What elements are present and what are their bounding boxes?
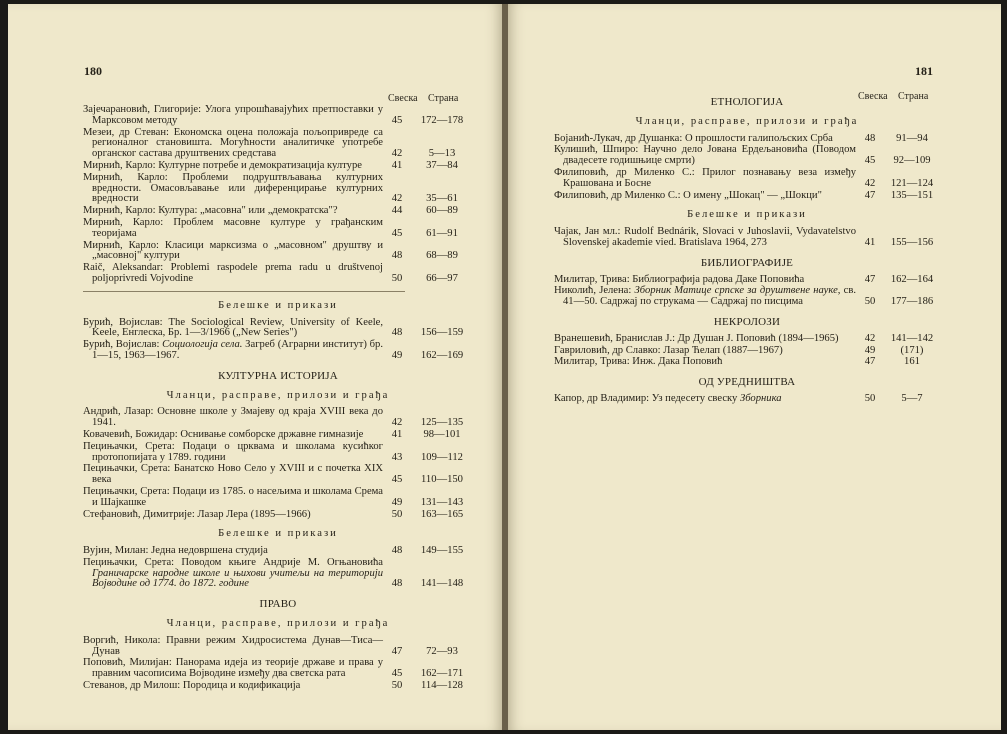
entry-volume: 44 — [391, 205, 403, 217]
entry-pages: 156—159 — [420, 327, 464, 339]
entry-pages: 121—124 — [890, 177, 934, 189]
entry-volume: 50 — [391, 508, 403, 520]
entry-pages: 131—143 — [420, 496, 464, 508]
entry-text: Бурић, Војислав: Социологија села. Загреб (Аграрни институт) бр. 1—15, 1963—1967. — [83, 339, 383, 361]
entry-pages: 162—169 — [420, 349, 464, 361]
index-entry — [554, 334, 940, 345]
entry-pages: 98—101 — [423, 428, 461, 440]
entry-text: Пецињачки, Срета: Подаци о црквама и школама кусићког протопопијата у 1789. години — [83, 440, 383, 463]
entry-pages: 66—97 — [426, 272, 458, 284]
entry-volume: 41 — [391, 428, 403, 440]
divider — [83, 291, 405, 292]
index-entry — [83, 487, 473, 509]
index-entry — [554, 286, 940, 308]
index-entry — [554, 134, 940, 145]
entry-pages: 114—128 — [421, 680, 463, 692]
left-content — [83, 105, 473, 693]
page-number: 180 — [84, 64, 102, 78]
index-entry — [83, 128, 473, 160]
subsection-heading: Белешке и прикази — [687, 209, 807, 221]
header-strana: Страна — [898, 91, 929, 102]
index-entry — [83, 407, 473, 429]
entry-pages: 141—148 — [420, 578, 464, 590]
index-entry — [83, 510, 473, 521]
section-heading: НЕКРОЛОЗИ — [713, 315, 781, 328]
left-page — [8, 4, 502, 730]
entry-volume: 50 — [864, 392, 876, 404]
entry-volume: 42 — [391, 193, 403, 205]
entry-volume: 47 — [391, 645, 403, 657]
entry-pages: 68—89 — [426, 250, 458, 262]
entry-pages: 109—112 — [421, 451, 463, 463]
index-entry — [554, 346, 940, 357]
subsection-heading: Белешке и прикази — [218, 299, 338, 311]
index-entry — [83, 218, 473, 240]
entry-pages: 5—7 — [901, 392, 923, 404]
subsection-heading: Белешке и прикази — [218, 528, 338, 540]
entry-text: Милитар, Трива: Инж. Дака Поповић — [554, 356, 723, 368]
index-entry — [83, 105, 473, 127]
entry-text: Raič, Aleksandar: Problemi raspodele prema radu u društvenoj poljoprivredi Vojvodine — [83, 262, 383, 284]
entry-pages: 162—171 — [420, 668, 464, 680]
entry-volume: 45 — [391, 668, 403, 680]
entry-pages: 37—84 — [426, 159, 458, 171]
entry-text: Мезеи, др Стеван: Економска оцена положаја пољопривреде са регионалног становишта. Могућности аналитичке употребе органског састава друштвених средстава — [83, 126, 383, 160]
entry-text: Стефановић, Димитрије: Лазар Лера (1895—1966) — [83, 508, 311, 520]
entry-pages: 149—155 — [420, 545, 464, 557]
index-entry — [83, 173, 473, 205]
index-entry — [554, 191, 940, 202]
index-entry — [554, 275, 940, 286]
entry-volume: 49 — [864, 344, 876, 356]
entry-text: Николић, Јелена: Зборник Матице српске за друштвене науке, св. 41—50. Садржај по струкама — Садржај по писцима — [554, 285, 856, 308]
index-entry — [83, 430, 473, 441]
entry-pages: 172—178 — [420, 114, 464, 126]
entry-volume: 45 — [864, 155, 876, 167]
entry-text: Воргић, Никола: Правни режим Хидросистема Дунав—Тиса—Дунав — [83, 634, 383, 657]
right-content — [554, 97, 940, 406]
entry-volume: 47 — [864, 189, 876, 201]
entry-volume: 48 — [391, 578, 403, 590]
section-heading: БИБЛИОГРАФИЈЕ — [700, 256, 794, 269]
index-entry — [83, 681, 473, 692]
entry-volume: 45 — [391, 114, 403, 126]
entry-pages: 72—93 — [426, 645, 458, 657]
entry-text: Гавриловић, др Славко: Лазар Ћелап (1887—1967) — [554, 344, 783, 356]
index-entry — [554, 227, 940, 249]
section-heading: ПРАВО — [259, 598, 297, 611]
entry-volume: 50 — [391, 272, 403, 284]
entry-pages: 91—94 — [896, 132, 928, 144]
subsection-heading: Чланци, расправе, прилози и грађа — [166, 389, 390, 401]
entry-volume: 42 — [391, 417, 403, 429]
entry-volume: 41 — [391, 159, 403, 171]
entry-volume: 48 — [391, 545, 403, 557]
entry-text: Милитар, Трива: Библиографија радова Даке Поповића — [554, 273, 805, 285]
entry-pages: 110—150 — [421, 474, 463, 486]
entry-volume: 47 — [864, 273, 876, 285]
entry-volume: 49 — [391, 349, 403, 361]
column-headers — [388, 93, 458, 105]
entry-volume: 42 — [864, 177, 876, 189]
header-sveska: Свеска — [858, 91, 888, 102]
entry-text: Стеванов, др Милош: Породица и кодификација — [83, 680, 301, 692]
index-entry — [554, 145, 940, 167]
entry-volume: 49 — [391, 496, 403, 508]
entry-volume: 48 — [391, 250, 403, 262]
entry-text: Зајечарановић, Глигорије: Улога упрошћавајућих претпоставки у Марксовом методу — [83, 104, 383, 126]
entry-text: Пецињачки, Срета: Подаци из 1785. о насељима и школама Срема и Шајкашке — [83, 485, 383, 508]
entry-text: Поповић, Милијан: Панорама идеја из теорије државе и права у правним часописима Војводине између два светска рата — [83, 657, 383, 680]
entry-text: Бурић, Војислав: The Sociological Review, University of Keele, Keele, Енглеска, Бр. 1—3/1966 („New Series") — [83, 316, 383, 339]
entry-text: Андрић, Лазар: Основне школе у Змајеву од краја XVIII века до 1941. — [83, 406, 383, 429]
entry-volume: 42 — [391, 148, 403, 160]
index-entry — [83, 558, 473, 590]
index-entry — [83, 263, 473, 285]
entry-volume: 48 — [391, 327, 403, 339]
entry-text: Мирнић, Карло: Проблеми подруштвљавања културних вредности. Омасовљавање или диференцирање културних вредности — [83, 171, 383, 205]
entry-text: Вранешевић, Бранислав J.: Др Душан Ј. Поповић (1894—1965) — [554, 332, 839, 344]
entry-pages: 155—156 — [890, 236, 934, 248]
header-strana: Страна — [428, 93, 459, 104]
entry-volume: 43 — [391, 451, 403, 463]
entry-text: Мирнић, Карло: Класици марксизма о „масовном" друштву и „масовној" култури — [83, 239, 383, 262]
entry-pages: 5—13 — [428, 148, 456, 160]
index-entry — [83, 241, 473, 263]
entry-text: Чајак, Јан мл.: Rudolf Bednárik, Slovaci v Juhoslavii, Vydavatelstvo Slovenskej akademie vied. Bratislava 1964, 273 — [554, 226, 856, 248]
entry-volume: 50 — [864, 296, 876, 308]
entry-pages: 162—164 — [890, 273, 934, 285]
index-entry — [83, 464, 473, 486]
section-heading: ЕТНОЛОГИЈА — [710, 96, 784, 108]
index-entry — [83, 206, 473, 217]
index-entry — [83, 636, 473, 658]
index-entry — [554, 357, 940, 368]
entry-pages: 177—186 — [890, 296, 934, 308]
index-entry — [554, 394, 940, 405]
entry-text: Бојанић-Лукач, др Душанка: О прошлости галипољских Срба — [554, 132, 833, 144]
entry-text: Капор, др Владимир: Уз педесету свеску Зборника — [554, 392, 782, 404]
header-sveska: Свеска — [388, 93, 418, 104]
entry-volume: 45 — [391, 227, 403, 239]
index-entry — [83, 161, 473, 172]
entry-text: Пецињачки, Срета: Поводом књиге Андрије М. Огњановића Граничарске народне школе и њихови учитељи на територији Војводине од 1774. до 1872. године — [83, 556, 383, 590]
entry-text: Мирнић, Карло: Култура: „масовна" или „демократска"? — [83, 205, 338, 217]
entry-text: Мирнић, Карло: Културне потребе и демократизација културе — [83, 159, 362, 171]
subsection-heading: Чланци, расправе, прилози и грађа — [166, 618, 390, 630]
entry-volume: 48 — [864, 132, 876, 144]
entry-text: Ковачевић, Божидар: Оснивање сомборске државне гимназије — [83, 428, 364, 440]
entry-volume: 50 — [391, 680, 403, 692]
entry-volume: 45 — [391, 474, 403, 486]
index-entry — [83, 658, 473, 680]
entry-pages: 35—61 — [426, 193, 458, 205]
entry-pages: 141—142 — [890, 332, 934, 344]
section-heading: КУЛТУРНА ИСТОРИЈА — [218, 369, 338, 382]
entry-pages: 92—109 — [893, 155, 931, 167]
entry-pages: 135—151 — [890, 189, 934, 201]
entry-text: Пецињачки, Срета: Банатско Ново Село у XVIII и с почетка XIX века — [83, 463, 383, 486]
entry-pages: 61—91 — [426, 227, 458, 239]
index-entry — [83, 442, 473, 464]
page-number: 181 — [915, 64, 933, 78]
entry-pages: 60—89 — [426, 205, 458, 217]
entry-pages: 163—165 — [420, 508, 464, 520]
entry-text: Кулишић, Шпиро: Научно дело Јована Ердељановића (Поводом двадесете годишњице смрти) — [554, 144, 856, 167]
entry-text: Вујин, Милан: Једна недовршена студија — [83, 545, 268, 557]
entry-volume: 42 — [864, 332, 876, 344]
index-entry — [83, 318, 473, 340]
entry-text: Мирнић, Карло: Проблем масовне културе у грађанским теоријама — [83, 216, 383, 239]
right-page — [508, 4, 1001, 730]
section-heading: ОД УРЕДНИШТВА — [698, 376, 796, 389]
entry-text: Филиповић, др Миленко С.: О имену „Шокац" — „Шокци" — [554, 189, 822, 201]
entry-pages: 161 — [904, 356, 920, 368]
entry-pages: 125—135 — [420, 417, 464, 429]
entry-text: Филиповић, др Миленко С.: Прилог познавању веза између Крашована и Босне — [554, 166, 856, 189]
subsection-heading: Чланци, расправе, прилози и грађа — [635, 115, 859, 127]
index-entry — [83, 546, 473, 557]
index-entry — [83, 340, 473, 362]
entry-pages: (171) — [900, 344, 924, 356]
index-entry — [554, 168, 940, 190]
entry-volume: 41 — [864, 236, 876, 248]
entry-volume: 47 — [864, 356, 876, 368]
